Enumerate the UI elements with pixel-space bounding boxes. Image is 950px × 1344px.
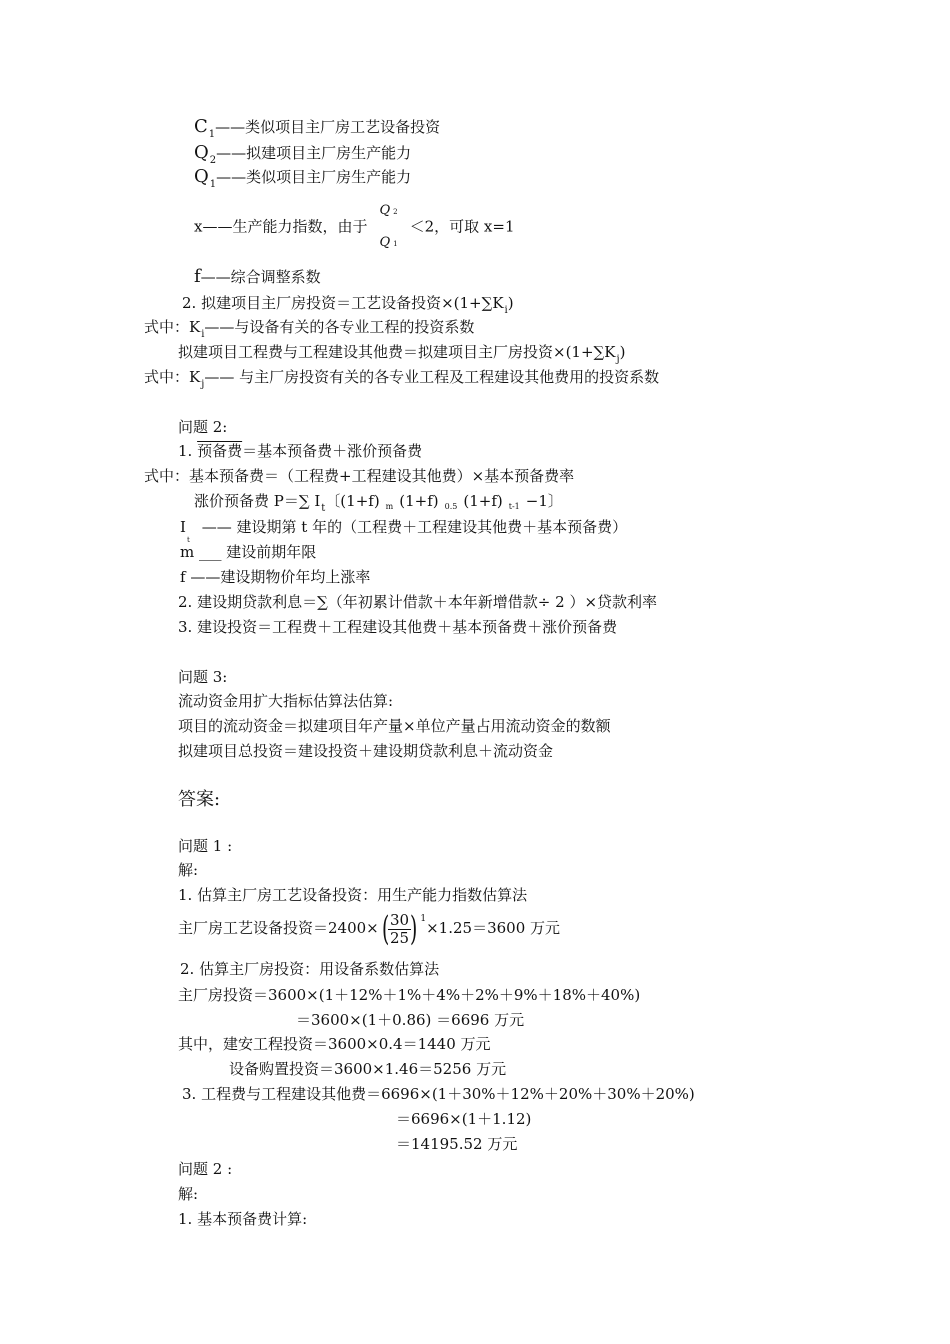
question-2-heading: 问题 2: — [178, 418, 228, 436]
main-plant-investment-formula: 2. 拟建项目主厂房投资＝工艺设备投资$\times(1+\sum K_i)$ — [182, 294, 514, 316]
working-capital-method: 流动资金用扩大指标估算法估算: — [178, 692, 394, 710]
answer-heading: 答案: — [178, 789, 221, 810]
f-inflation-definition: f ——建设期物价年均上涨率 — [180, 568, 371, 586]
answer-step-1: 1. 估算主厂房工艺设备投资：用生产能力指数估算法 — [178, 886, 528, 904]
question-3-heading: 问题 3: — [178, 668, 228, 686]
q-ratio-fraction: $\frac{Q 2}{Q 1}$ — [379, 203, 398, 250]
loan-interest-formula: 2. 建设期贷款利息＝∑（年初累计借款＋本年新增借款÷ 2 ）×贷款利率 — [178, 593, 658, 611]
answer-step-3-calc-3: ＝14195.52 万元 — [396, 1135, 518, 1153]
q1-definition: $Q_1——$类似项目主厂房生产能力 — [194, 166, 412, 190]
total-investment-formula: 拟建项目总投资＝建设投资＋建设期贷款利息＋流动资金 — [178, 742, 554, 760]
answer-step-3-calc-2: ＝6696×(1＋1.12) — [396, 1110, 532, 1128]
construction-install-calc: 其中，建安工程投资＝3600×0.4＝1440 万元 — [178, 1035, 491, 1053]
c1-definition: $C_1——$类似项目主厂房工艺设备投资 — [194, 116, 441, 140]
contingency-formula: 1. 预备费＝基本预备费＋涨价预备费 — [178, 442, 423, 460]
it-definition: $I_t——$ 建设期第 t 年的（工程费＋工程建设其他费＋基本预备费） — [180, 518, 628, 544]
ki-definition: 式中：$K_i——$与设备有关的各专业工程的投资系数 — [144, 318, 475, 340]
main-plant-calc-1: 主厂房投资＝3600×(1＋12%＋1%＋4%＋2%＋9%＋18%＋40%) — [178, 986, 641, 1004]
main-plant-calc-2: ＝3600×(1＋0.86) ＝6696 万元 — [296, 1011, 525, 1029]
answer-step-2: 2. 估算主厂房投资：用设备系数估算法 — [180, 960, 440, 978]
answer-q2-solution-label: 解: — [178, 1185, 199, 1203]
answer-q1-solution-label: 解: — [178, 861, 199, 879]
project-cost-formula: 拟建项目工程费与工程建设其他费＝拟建项目主厂房投资$\times(1+\sum K_j)$ — [178, 343, 626, 365]
equipment-investment-calc: 主厂房工艺设备投资＝2400×( $\frac{30}{25}$ ) $^1$×1.25＝3600 万元 — [178, 909, 561, 949]
price-contingency-formula: 涨价预备费 P＝∑ $I_t$〔(1+f) $_m$ (1+f) $_{0.5}$ (1+f) $_{t-1}$ −1〕 — [194, 492, 563, 514]
basic-contingency-step: 1. 基本预备费计算: — [178, 1210, 308, 1228]
capacity-ratio-fraction: $\frac{30}{25}$ — [390, 910, 410, 947]
basic-contingency-formula: 式中：基本预备费＝（工程费+工程建设其他费）×基本预备费率 — [144, 467, 575, 485]
answer-step-3-calc-1: 3. 工程费与工程建设其他费＝6696×(1＋30%＋12%＋20%＋30%＋20%) — [182, 1085, 695, 1103]
answer-q1-heading: 问题 1 : — [178, 837, 233, 855]
q2-definition: $Q_2——$拟建项目主厂房生产能力 — [194, 142, 412, 166]
answer-q2-heading: 问题 2 : — [178, 1160, 233, 1178]
f-definition: f——综合调整系数 — [194, 266, 321, 287]
equipment-purchase-calc: 设备购置投资＝3600×1.46＝5256 万元 — [229, 1060, 507, 1078]
construction-investment-formula: 3. 建设投资＝工程费＋工程建设其他费＋基本预备费＋涨价预备费 — [178, 618, 618, 636]
working-capital-formula: 项目的流动资金＝拟建项目年产量×单位产量占用流动资金的数额 — [178, 717, 611, 735]
kj-definition: 式中：$K_j——$ 与主厂房投资有关的各专业工程及工程建设其他费用的投资系数 — [144, 368, 660, 390]
m-definition: m ___ 建设前期年限 — [180, 543, 317, 561]
x-exponent-line: x——生产能力指数，由于 $\frac{Q 2}{Q 1}$ ＜2，可取 x=1 — [194, 203, 515, 250]
